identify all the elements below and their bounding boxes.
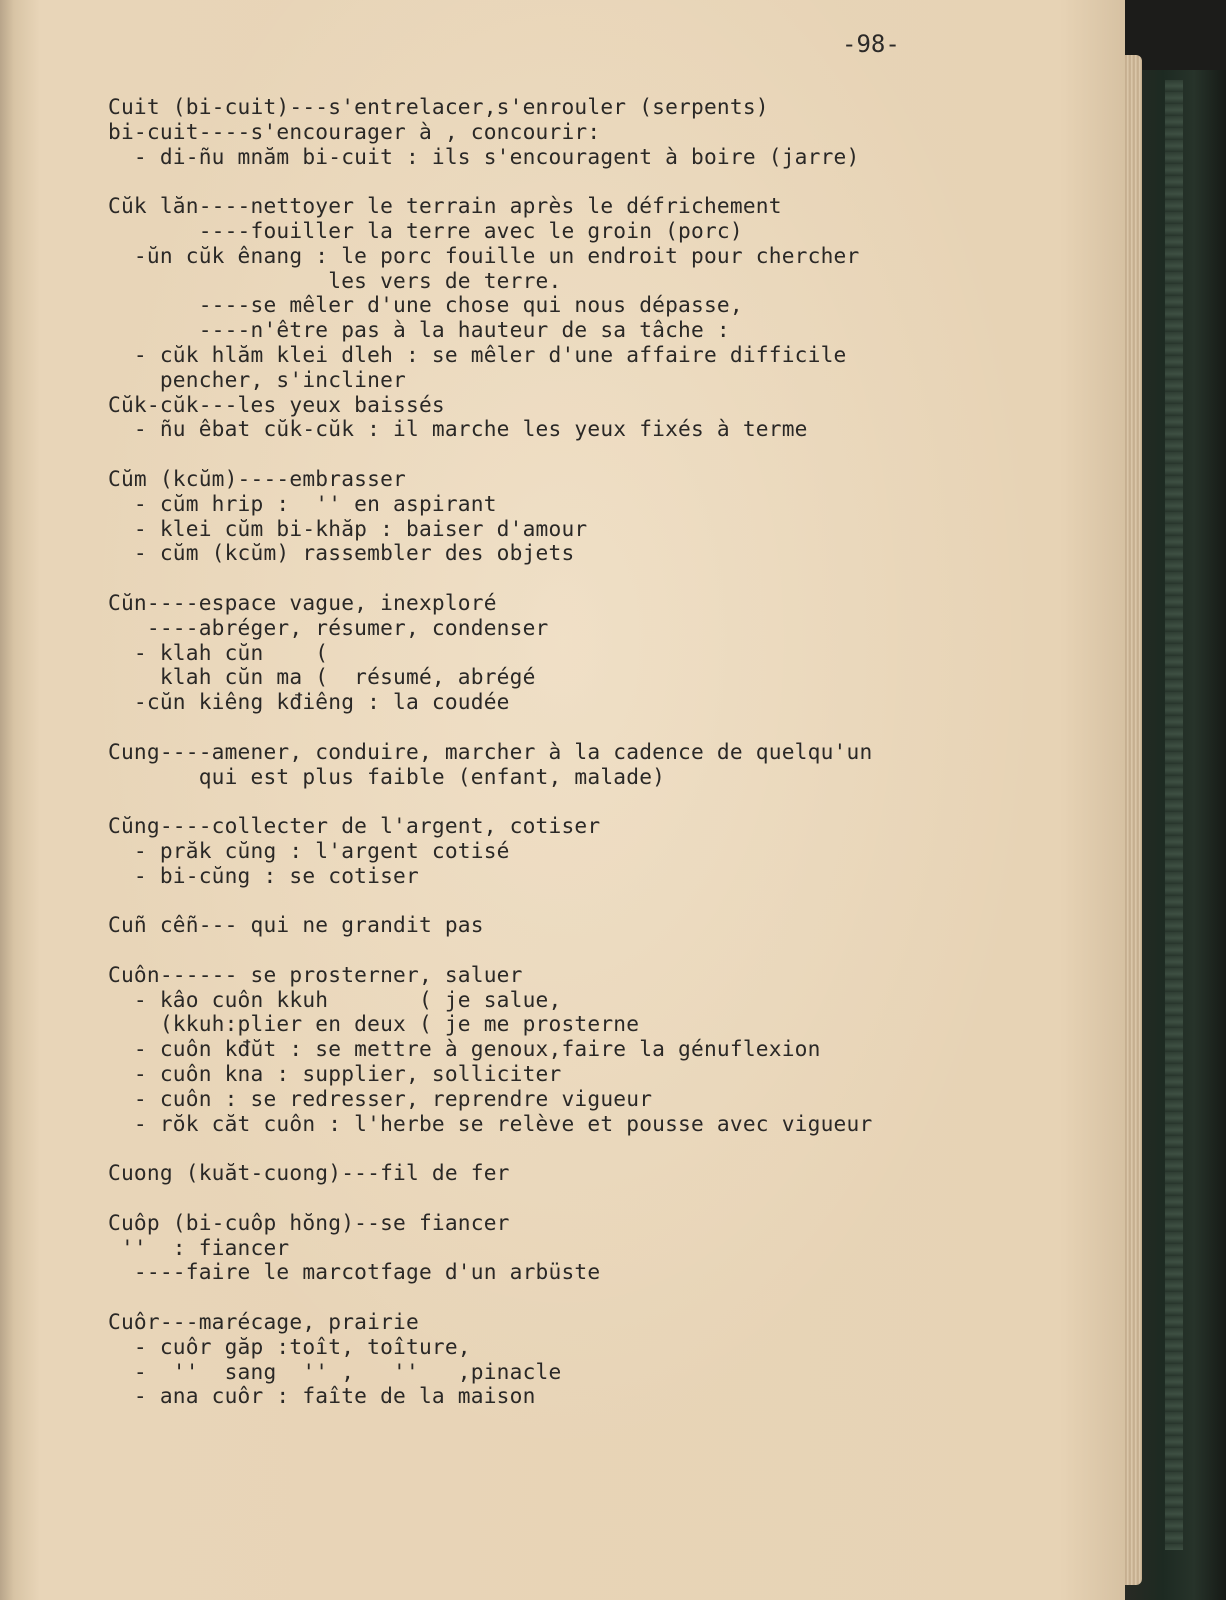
text-line: Cŭng----collecter de l'argent, cotiser xyxy=(108,813,601,839)
text-line: Cŭk-cŭk---les yeux baissés xyxy=(108,391,445,417)
text-line: - ana cuôr : faîte de la maison xyxy=(108,1383,536,1409)
text-line: -cŭn kiêng kđiêng : la coudée xyxy=(108,689,510,715)
text-line: bi-cuit----s'encourager à , concourir: xyxy=(108,118,601,144)
text-line: ----n'être pas à la hauteur de sa tâche : xyxy=(108,317,730,343)
text-line: Cung----amener, conduire, marcher à la cadence de quelqu'un xyxy=(108,738,873,764)
text-line: - cuôn : se redresser, reprendre vigueur xyxy=(108,1085,653,1111)
text-line: - '' sang '' , '' ,pinacle xyxy=(108,1358,562,1384)
text-line: Cuôr---marécage, prairie xyxy=(108,1309,419,1335)
blank-line xyxy=(108,442,872,467)
blank-line xyxy=(108,1285,872,1310)
text-line: - cuôn kđŭt : se mettre à genoux,faire la génuflexion xyxy=(108,1036,821,1062)
text-line: - cŭk hlăm klei dleh : se mêler d'une affaire difficile xyxy=(108,341,847,367)
blank-line xyxy=(108,566,872,591)
text-line: Cŭk lăn----nettoyer le terrain après le défrichement xyxy=(108,193,782,219)
blank-line xyxy=(108,789,872,814)
text-line: ----faire le marcotfage d'un arbüste xyxy=(108,1259,601,1285)
blank-line xyxy=(108,889,872,914)
text-line: Cŭn----espace vague, inexploré xyxy=(108,589,497,615)
blank-line xyxy=(108,169,872,194)
text-line: - cuôn kna : supplier, solliciter xyxy=(108,1061,562,1087)
text-line: - cŭm hrip : '' en aspirant xyxy=(108,490,497,516)
binding-cloth-texture xyxy=(1165,80,1183,1550)
text-line: - di-ñu mnăm bi-cuit : ils s'encouragent à boire (jarre) xyxy=(108,143,860,169)
page-number: -98- xyxy=(842,30,900,58)
text-line: - prăk cŭng : l'argent cotisé xyxy=(108,837,510,863)
text-line: Cuôp (bi-cuôp hŏng)--se fiancer xyxy=(108,1209,510,1235)
dictionary-entries xyxy=(108,95,872,1409)
text-line: ----abréger, résumer, condenser xyxy=(108,614,549,640)
blank-line xyxy=(108,1186,872,1211)
text-line: les vers de terre. xyxy=(108,267,562,293)
blank-line xyxy=(108,715,872,740)
text-line: qui est plus faible (enfant, malade) xyxy=(108,763,666,789)
text-line: klah cŭn ma ( résumé, abrégé xyxy=(108,664,536,690)
text-line: ----fouiller la terre avec le groin (porc) xyxy=(108,217,743,243)
text-line: - bi-cŭng : se cotiser xyxy=(108,862,419,888)
blank-line xyxy=(108,1136,872,1161)
text-line: (kkuh:plier en deux ( je me prosterne xyxy=(108,1011,640,1037)
text-line: Cuôn------ se prosterner, saluer xyxy=(108,961,523,987)
text-line: Cuit (bi-cuit)---s'entrelacer,s'enrouler (serpents) xyxy=(108,94,769,119)
text-line: -ŭn cŭk ênang : le porc fouille un endroit pour chercher xyxy=(108,242,860,268)
text-line: Cuong (kuăt-cuong)---fil de fer xyxy=(108,1160,510,1186)
text-line: - klah cŭn ( xyxy=(108,639,329,665)
text-line: '' : fiancer xyxy=(108,1234,290,1260)
text-line: - kâo cuôn kkuh ( je salue, xyxy=(108,986,562,1012)
text-line: - rŏk căt cuôn : l'herbe se relève et pousse avec vigueur xyxy=(108,1110,873,1136)
text-line: - cŭm (kcŭm) rassembler des objets xyxy=(108,540,575,566)
text-line: pencher, s'incliner xyxy=(108,366,406,392)
text-line: ----se mêler d'une chose qui nous dépasse, xyxy=(108,292,743,318)
blank-line xyxy=(108,938,872,963)
text-line: Cuñ cêñ--- qui ne grandit pas xyxy=(108,912,484,938)
text-line: - ñu êbat cŭk-cŭk : il marche les yeux fixés à terme xyxy=(108,416,808,442)
text-line: Cŭm (kcŭm)----embrasser xyxy=(108,465,406,491)
text-line: - cuôr găp :toît, toîture, xyxy=(108,1333,471,1359)
text-line: - klei cŭm bi-khăp : baiser d'amour xyxy=(108,515,588,541)
